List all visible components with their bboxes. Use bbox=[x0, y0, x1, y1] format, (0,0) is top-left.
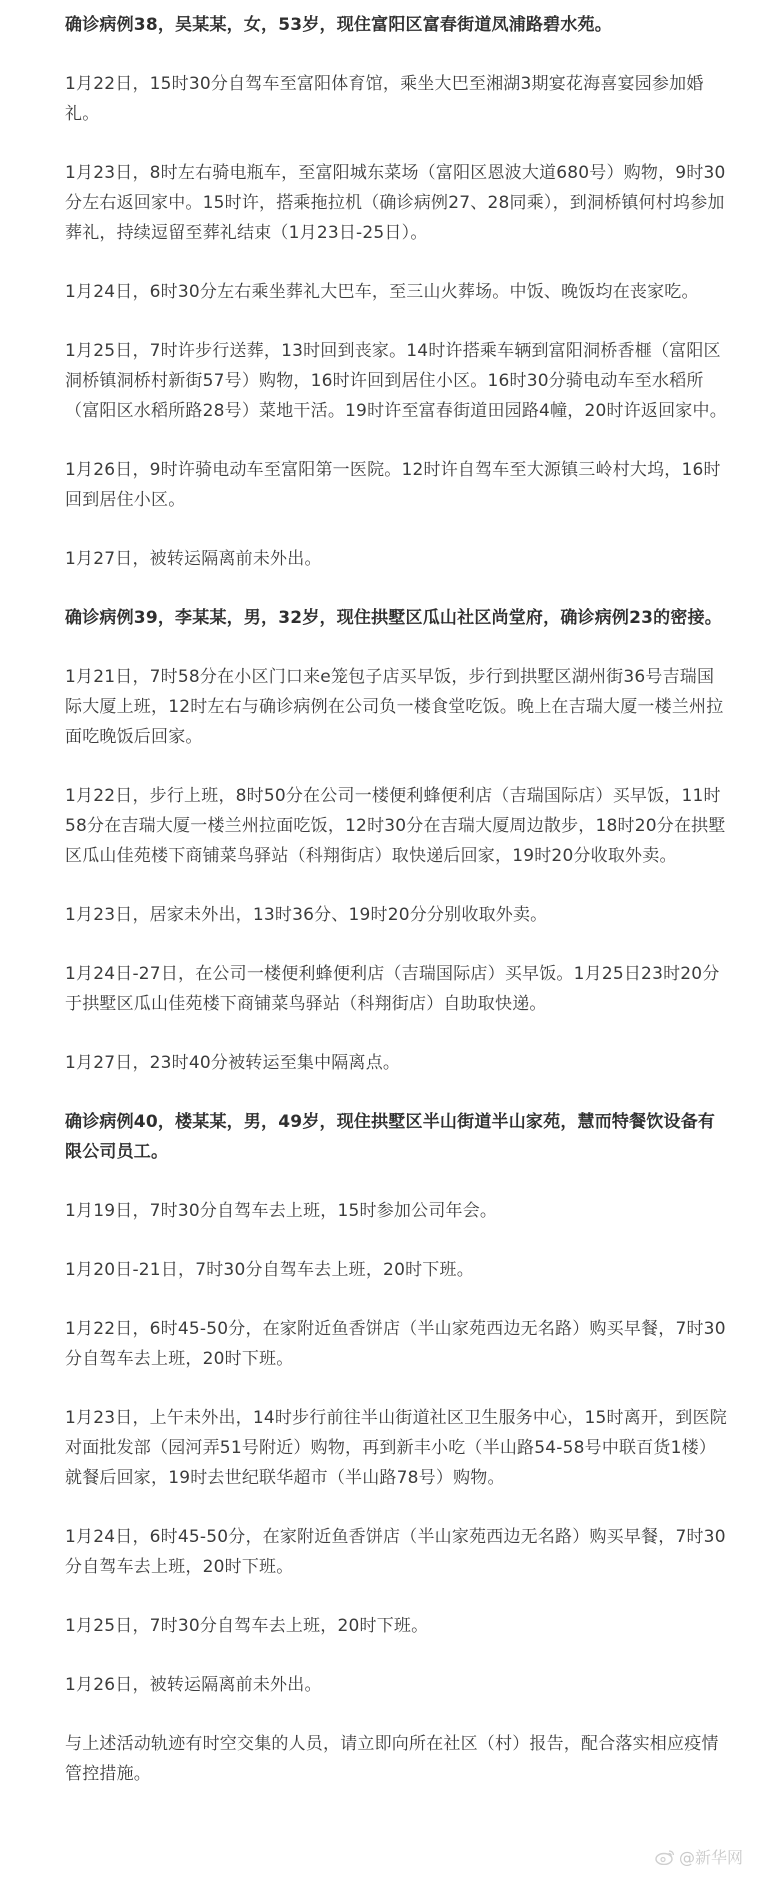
case-40-jan24: 1月24日，6时45-50分，在家附近鱼香饼店（半山家苑西边无名路）购买早餐，7时30分自驾车去上班，20时下班。 bbox=[65, 1527, 726, 1577]
case-39-heading: 确诊病例39，李某某，男，32岁，现住拱墅区瓜山社区尚堂府，确诊病例23的密接。 bbox=[65, 608, 722, 628]
closing-notice: 与上述活动轨迹有时空交集的人员，请立即向所在社区（村）报告，配合落实相应疫情管控措施。 bbox=[65, 1734, 719, 1784]
case-38-jan23: 1月23日，8时左右骑电瓶车，至富阳城东菜场（富阳区恩波大道680号）购物，9时30分左右返回家中。15时许，搭乘拖拉机（确诊病例27、28同乘），到洞桥镇何村坞参加葬礼，持续逗留至葬礼结束（1月23日-25日）。 bbox=[65, 163, 726, 243]
case-40-jan26: 1月26日，被转运隔离前未外出。 bbox=[65, 1675, 322, 1695]
case-38-jan26: 1月26日，9时许骑电动车至富阳第一医院。12时许自驾车至大源镇三岭村大坞，16时回到居住小区。 bbox=[65, 460, 721, 510]
case-39-jan21: 1月21日，7时58分在小区门口来e笼包子店买早饭，步行到拱墅区湖州街36号吉瑞国际大厦上班，12时左右与确诊病例在公司负一楼食堂吃饭。晚上在吉瑞大厦一楼兰州拉面吃晚饭后回家。 bbox=[65, 667, 724, 747]
case-40-jan19: 1月19日，7时30分自驾车去上班，15时参加公司年会。 bbox=[65, 1201, 498, 1221]
case-38-jan22: 1月22日，15时30分自驾车至富阳体育馆，乘坐大巴至湘湖3期宴花海喜宴园参加婚礼。 bbox=[65, 74, 704, 124]
case-38-heading: 确诊病例38，吴某某，女，53岁，现住富阳区富春街道凤浦路碧水苑。 bbox=[65, 15, 612, 35]
case-38-jan24: 1月24日，6时30分左右乘坐葬礼大巴车，至三山火葬场。中饭、晚饭均在丧家吃。 bbox=[65, 282, 699, 302]
case-39-jan22: 1月22日，步行上班，8时50分在公司一楼便利蜂便利店（吉瑞国际店）买早饭，11时58分在吉瑞大厦一楼兰州拉面吃饭，12时30分在吉瑞大厦周边散步，18时20分在拱墅区瓜山佳苑楼下商铺菜鸟驿站（科翔街店）取快递后回家，19时20分收取外卖。 bbox=[65, 786, 726, 866]
case-38-jan27: 1月27日，被转运隔离前未外出。 bbox=[65, 549, 322, 569]
case-39-jan23: 1月23日，居家未外出，13时36分、19时20分分别收取外卖。 bbox=[65, 905, 548, 925]
case-39-jan24-27: 1月24日-27日，在公司一楼便利蜂便利店（吉瑞国际店）买早饭。1月25日23时20分于拱墅区瓜山佳苑楼下商铺菜鸟驿站（科翔街店）自助取快递。 bbox=[65, 964, 720, 1014]
case-39-jan27: 1月27日，23时40分被转运至集中隔离点。 bbox=[65, 1053, 401, 1073]
case-40-heading: 确诊病例40，楼某某，男，49岁，现住拱墅区半山街道半山家苑，慧而特餐饮设备有限公司员工。 bbox=[65, 1112, 716, 1162]
case-40-jan20-21: 1月20日-21日，7时30分自驾车去上班，20时下班。 bbox=[65, 1260, 474, 1280]
case-40-jan25: 1月25日，7时30分自驾车去上班，20时下班。 bbox=[65, 1616, 429, 1636]
case-40-jan22: 1月22日，6时45-50分，在家附近鱼香饼店（半山家苑西边无名路）购买早餐，7时30分自驾车去上班，20时下班。 bbox=[65, 1319, 726, 1369]
watermark bbox=[655, 1845, 743, 1868]
case-40-jan23: 1月23日，上午未外出，14时步行前往半山街道社区卫生服务中心，15时离开，到医院对面批发部（园河弄51号附近）购物，再到新丰小吃（半山路54-58号中联百货1楼）就餐后回家，19时去世纪联华超市（半山路78号）购物。 bbox=[65, 1408, 727, 1488]
weibo-icon bbox=[655, 1849, 675, 1865]
case-38-jan25: 1月25日，7时许步行送葬，13时回到丧家。14时许搭乘车辆到富阳洞桥香榧（富阳区洞桥镇洞桥村新街57号）购物，16时许回到居住小区。16时30分骑电动车至水稻所（富阳区水稻所路28号）菜地干活。19时许至富春街道田园路4幢，20时许返回家中。 bbox=[65, 341, 727, 421]
watermark-text: @新华网 bbox=[678, 1848, 743, 1867]
